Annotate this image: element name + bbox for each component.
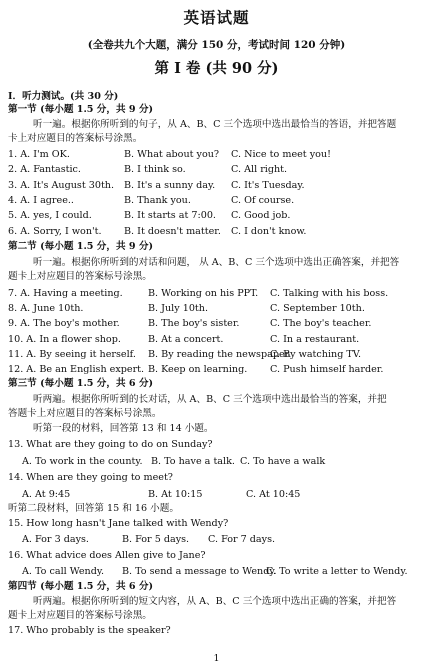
option-a: 10. A. In a flower shop. [8,333,121,345]
option-a: A. To call Wendy. [22,566,105,577]
option-c: C. To have a walk [240,456,326,467]
option-a: 8. A. June 10th. [8,303,84,315]
option-a: 12. A. Be an English expert. [8,364,145,375]
option-b: B. It starts at 7:00. [124,210,216,222]
option-a: 1. A. I'm OK. [8,149,70,160]
option-b: B. July 10th. [148,303,209,315]
option-c: C. For 7 days. [208,534,276,545]
option-b: B. For 5 days. [122,534,190,545]
material-lead: 听第二段材料，回答第 15 和 16 小题。 [8,503,179,514]
option-a: A. At 9:45 [22,489,71,500]
instruction-line: 卡上对应题目的答案标号涂黑。 [8,133,143,144]
option-b: B. At a concert. [148,333,224,345]
option-c: C. All right. [231,164,288,176]
option-a: 11. A. By seeing it herself. [8,348,136,360]
option-a: 3. A. It's August 30th. [8,179,115,191]
page-number: 1 [213,653,220,664]
option-b: B. Thank you. [124,194,191,206]
instruction-line: 听一遍。根据你所听到的句子，从 A、B、C 三个选项中选出最恰当的答语，并把答题 [33,119,397,130]
page-title: 英语试题 [183,8,250,27]
option-b: B. To send a message to Wendy. [122,566,277,577]
option-c: C. Of course. [231,194,295,206]
option-b: B. It's a sunny day. [124,179,216,191]
option-c: C. I don't know. [231,225,307,237]
question-text: 17. Who probably is the speaker? [8,625,171,636]
option-c: C. In a restaurant. [270,333,360,345]
option-a: 4. A. I agree.. [8,194,74,206]
option-b: B. I think so. [124,164,186,176]
option-b: B. By reading the newspaper. [148,348,292,360]
option-c: C. It's Tuesday. [231,179,305,191]
option-b: B. To have a talk. [151,456,235,467]
option-c: C. The boy's teacher. [270,318,372,330]
option-b: B. What about you? [124,149,220,160]
section-heading-4: 第四节 (每小题 1.5 分，共 6 分) [8,581,154,592]
question-text: 15. How long hasn't Jane talked with Wendy? [8,518,229,529]
option-a: 6. A. Sorry, I won't. [8,225,102,237]
option-c: C. At 10:45 [246,489,301,500]
option-c: C. September 10th. [270,303,365,315]
instruction-line: 听两遍。根据你所听到的短文内容，从 A、B、C 三个选项中选出正确的答案，并把答 [33,596,397,607]
question-text: 16. What advice does Allen give to Jane? [8,550,206,561]
option-a: 7. A. Having a meeting. [8,288,123,299]
option-c: C. Push himself harder. [270,364,384,375]
option-b: B. The boy's sister. [148,318,240,330]
option-a: 9. A. The boy's mother. [8,318,120,330]
instruction-line: 题卡上对应题目的答案标号涂黑。 [8,271,152,282]
instruction-line: 题卡上对应题目的答案标号涂黑。 [8,610,152,621]
part-title: 第 I 卷 (共 90 分) [154,60,279,77]
option-c: C. Talking with his boss. [270,288,389,299]
option-c: C. Good job. [231,210,291,222]
option-c: C. Nice to meet you! [231,149,331,160]
section-heading-2: 第二节 (每小题 1.5 分，共 9 分) [8,241,154,252]
question-text: 13. What are they going to do on Sunday? [8,439,213,450]
instruction-line: 听两遍。根据你所听到的长对话，从 A、B、C 三个选项中选出最恰当的答案，并把 [33,394,387,405]
option-b: B. Keep on learning. [148,364,248,375]
option-b: B. Working on his PPT. [148,288,259,299]
option-a: 2. A. Fantastic. [8,164,81,176]
option-a: A. For 3 days. [22,534,89,545]
exam-info: (全卷共九个大题，满分 150 分，考试时间 120 分钟) [87,39,346,51]
section-heading-1: 第一节 (每小题 1.5 分，共 9 分) [8,104,154,115]
option-a: A. To work in the county. [22,456,143,467]
instruction-line: 听一遍。根据你所听到的对话和问题， 从 A、B、C 三个选项中选出正确答案，并把答 [33,257,400,268]
option-c: C. To write a letter to Wendy. [266,566,408,577]
question-text: 14. When are they going to meet? [8,472,173,483]
option-a: 5. A. yes, I could. [8,210,92,222]
material-lead: 听第一段的材料，回答第 13 和 14 小题。 [33,423,214,434]
section-heading-listening: I．听力测试。(共 30 分) [8,91,119,102]
option-b: B. At 10:15 [148,489,203,500]
option-b: B. It doesn't matter. [124,225,221,237]
section-heading-3: 第三节 (每小题 1.5 分，共 6 分) [8,378,154,389]
option-c: C. By watching TV. [270,348,362,360]
instruction-line: 答题卡上对应题目的答案标号涂黑。 [8,408,162,419]
